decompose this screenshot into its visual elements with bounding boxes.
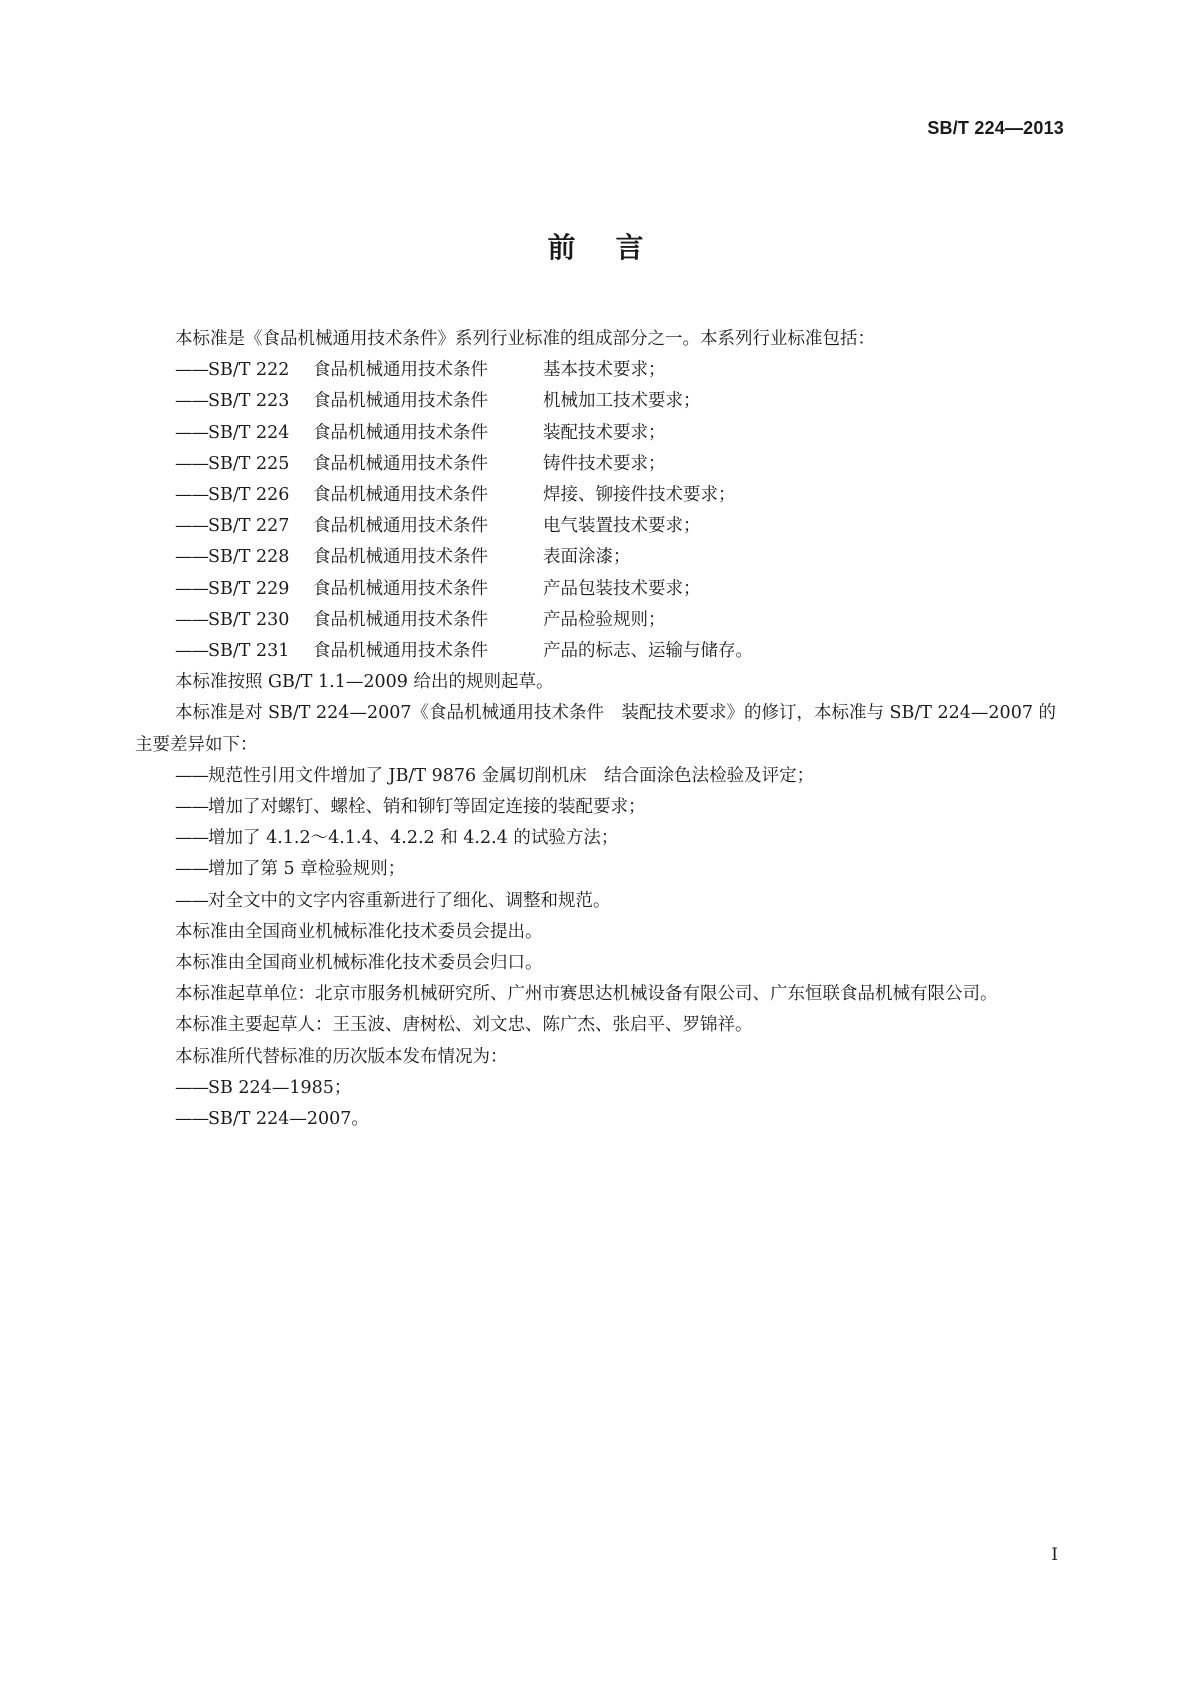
change-item <box>135 854 1065 885</box>
series-item-code: SB/T 228 <box>208 547 290 568</box>
series-item-topic: 产品包装技术要求； <box>543 578 701 599</box>
dash-marker: —— <box>175 765 208 786</box>
series-item-topic: 机械加工技术要求； <box>543 391 701 412</box>
change-item <box>135 761 1065 792</box>
previous-version-item <box>135 1073 1065 1104</box>
standard-code-header: SB/T 224—2013 <box>927 118 1064 138</box>
change-item-text: 增加了对螺钉、螺栓、销和铆钉等固定连接的装配要求； <box>208 797 646 818</box>
dash-marker: —— <box>175 828 208 849</box>
series-item-name: 食品机械通用技术条件 <box>313 609 488 630</box>
dash-marker: —— <box>175 485 208 506</box>
change-item-text: 增加了 4.1.2～4.1.4、4.2.2 和 4.2.4 的试验方法； <box>208 828 619 849</box>
previous-version-text: SB 224—1985； <box>208 1077 352 1098</box>
series-item <box>135 386 1065 417</box>
previous-versions-paragraph: 本标准所代替标准的历次版本发布情况为： <box>175 1046 508 1067</box>
dash-marker: —— <box>175 516 208 537</box>
series-item-code: SB/T 225 <box>208 453 290 474</box>
series-item-name: 食品机械通用技术条件 <box>313 360 488 381</box>
previous-version-text: SB/T 224—2007。 <box>208 1109 369 1130</box>
series-item-topic: 表面涂漆； <box>543 547 631 568</box>
series-item-topic: 产品的标志、运输与储存。 <box>543 641 753 662</box>
change-item-text: 规范性引用文件增加了 JB/T 9876 金属切削机床 结合面涂色法检验及评定； <box>208 765 815 786</box>
dash-marker: —— <box>175 1109 208 1130</box>
changes-list <box>135 761 1065 917</box>
dash-marker: —— <box>175 547 208 568</box>
drafting-units-paragraph: 本标准起草单位：北京市服务机械研究所、广州市赛思达机械设备有限公司、广东恒联食品机械有限公司。 <box>175 984 998 1005</box>
series-item <box>135 636 1065 667</box>
series-item-topic: 装配技术要求； <box>543 422 666 443</box>
series-list <box>135 355 1065 667</box>
series-item-code: SB/T 229 <box>208 578 290 599</box>
series-item-name: 食品机械通用技术条件 <box>313 641 488 662</box>
intro-paragraph: 本标准是《食品机械通用技术条件》系列行业标准的组成部分之一。本系列行业标准包括： <box>175 329 875 349</box>
series-item <box>135 574 1065 605</box>
series-item-code: SB/T 222 <box>208 360 290 381</box>
series-item <box>135 605 1065 636</box>
series-item-topic: 基本技术要求； <box>543 360 666 381</box>
series-item-name: 食品机械通用技术条件 <box>313 485 488 506</box>
proposed-by-paragraph: 本标准由全国商业机械标准化技术委员会提出。 <box>175 921 543 942</box>
series-item <box>135 449 1065 480</box>
administered-by-paragraph: 本标准由全国商业机械标准化技术委员会归口。 <box>175 953 543 974</box>
series-item-topic: 电气装置技术要求； <box>543 516 701 537</box>
dash-marker: —— <box>175 391 208 412</box>
series-item-code: SB/T 223 <box>208 391 290 412</box>
dash-marker: —— <box>175 360 208 381</box>
dash-marker: —— <box>175 453 208 474</box>
series-item-name: 食品机械通用技术条件 <box>313 422 488 443</box>
dash-marker: —— <box>175 609 208 630</box>
series-item-topic: 铸件技术要求； <box>543 453 666 474</box>
series-item-topic: 焊接、铆接件技术要求； <box>543 485 736 506</box>
foreword-body <box>135 324 1065 1135</box>
series-item-name: 食品机械通用技术条件 <box>313 516 488 537</box>
dash-marker: —— <box>175 797 208 818</box>
page-title: 前言 <box>547 231 684 264</box>
series-item <box>135 511 1065 542</box>
series-item-topic: 产品检验规则； <box>543 609 666 630</box>
revision-paragraph: 本标准是对 SB/T 224—2007《食品机械通用技术条件 装配技术要求》的修订，本标准与 SB/T 224—2007 的主要差异如下： <box>135 703 1057 755</box>
series-item-name: 食品机械通用技术条件 <box>313 391 488 412</box>
change-item <box>135 886 1065 917</box>
series-item-code: SB/T 227 <box>208 516 290 537</box>
change-item <box>135 823 1065 854</box>
change-item-text: 对全文中的文字内容重新进行了细化、调整和规范。 <box>208 890 611 911</box>
series-item-name: 食品机械通用技术条件 <box>313 453 488 474</box>
dash-marker: —— <box>175 859 208 880</box>
series-item <box>135 542 1065 573</box>
series-item-code: SB/T 230 <box>208 609 290 630</box>
change-item-text: 增加了第 5 章检验规则； <box>208 859 406 880</box>
dash-marker: —— <box>175 1077 208 1098</box>
dash-marker: —— <box>175 422 208 443</box>
series-item-code: SB/T 231 <box>208 641 290 662</box>
dash-marker: —— <box>175 578 208 599</box>
series-item-name: 食品机械通用技术条件 <box>313 547 488 568</box>
series-item <box>135 418 1065 449</box>
series-item-name: 食品机械通用技术条件 <box>313 578 488 599</box>
drafting-rule-paragraph: 本标准按照 GB/T 1.1—2009 给出的规则起草。 <box>175 672 554 693</box>
series-item-code: SB/T 224 <box>208 422 290 443</box>
previous-version-item <box>135 1104 1065 1135</box>
dash-marker: —— <box>175 890 208 911</box>
series-item <box>135 355 1065 386</box>
main-drafters-paragraph: 本标准主要起草人：王玉波、唐树松、刘文忠、陈广杰、张启平、罗锦祥。 <box>175 1015 753 1036</box>
change-item <box>135 792 1065 823</box>
previous-versions-list <box>135 1073 1065 1135</box>
page-number: I <box>1051 1545 1058 1565</box>
series-item <box>135 480 1065 511</box>
dash-marker: —— <box>175 641 208 662</box>
series-item-code: SB/T 226 <box>208 485 290 506</box>
